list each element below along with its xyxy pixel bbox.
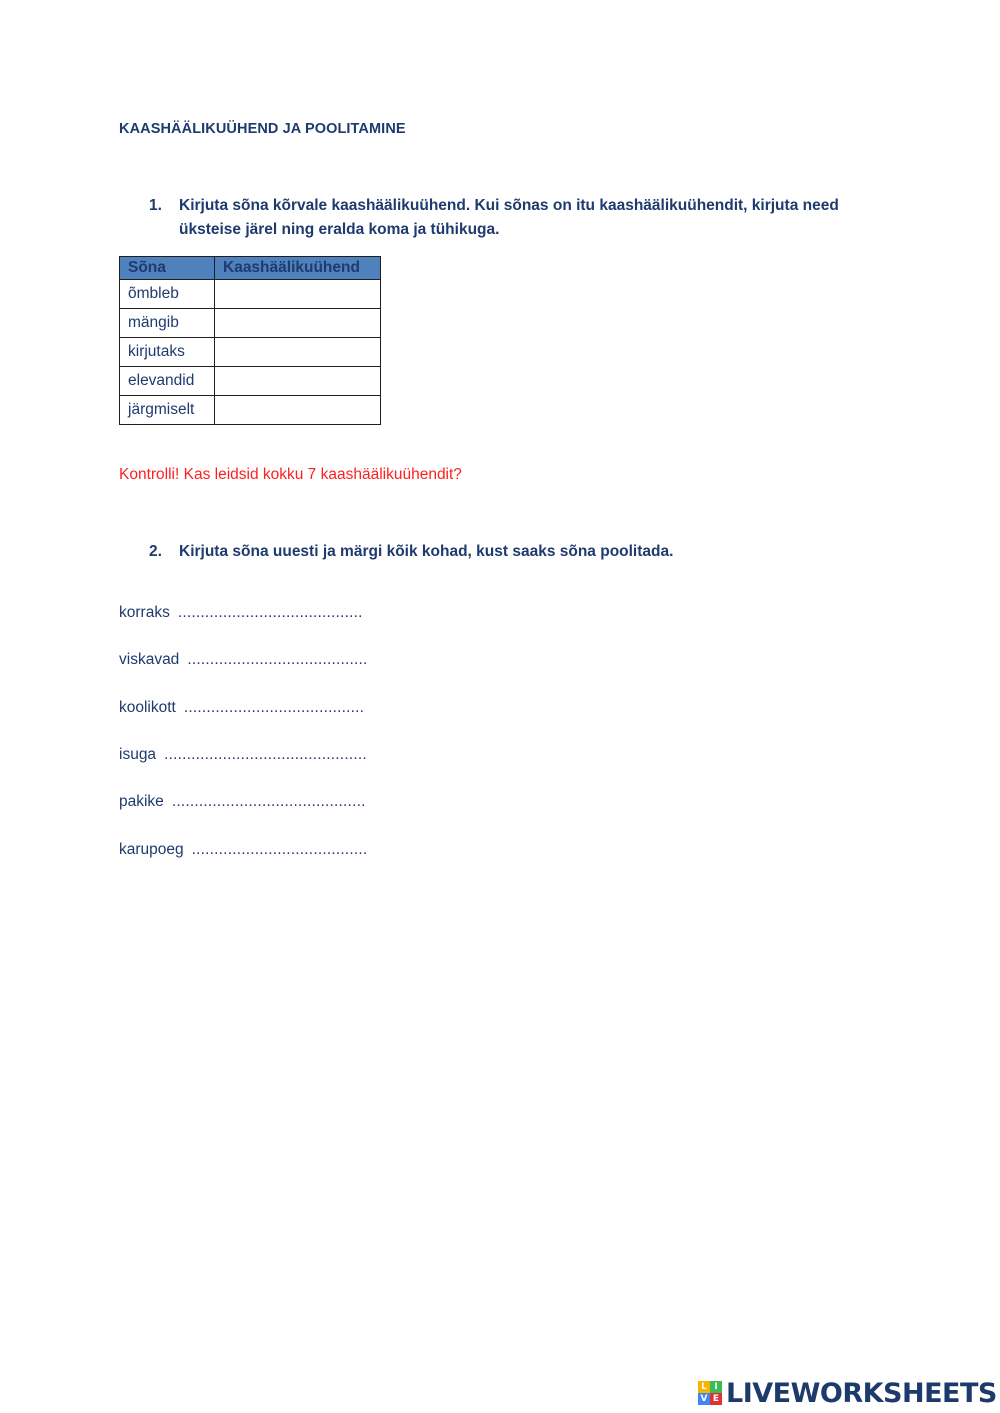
answer-line[interactable]: ........................................	[187, 651, 368, 668]
liveworksheets-brand	[698, 1376, 997, 1410]
table-row	[120, 338, 381, 367]
hyphenation-word: pakike	[119, 793, 164, 810]
table-row	[120, 396, 381, 425]
hyphenation-word: koolikott	[119, 699, 176, 716]
answer-cell[interactable]	[215, 396, 381, 425]
word-cell: elevandid	[120, 367, 215, 396]
task-1-number: 1.	[149, 197, 162, 214]
task-2-instruction: Kirjuta sõna uuesti ja märgi kõik kohad, kust saaks sõna poolitada.	[179, 543, 674, 560]
hyphenation-word: isuga	[119, 746, 157, 763]
word-cell: mängib	[120, 309, 215, 338]
column-header-word: Sõna	[120, 257, 215, 280]
answer-cell[interactable]	[215, 367, 381, 396]
table-row	[120, 280, 381, 309]
liveworksheets-logo-icon	[698, 1381, 722, 1405]
hyphenation-item	[119, 651, 368, 669]
answer-line[interactable]: ...........................................	[171, 793, 366, 810]
answer-line[interactable]: ........................................	[183, 699, 365, 716]
answer-line[interactable]: .......................................	[191, 841, 368, 858]
task-1-instruction: Kirjuta sõna kõrvale kaashäälikuühend. Kui sõnas on itu kaashäälikuühendit, kirjuta need üksteise järel ning eralda koma ja tühikuga.	[179, 197, 839, 238]
check-note: Kontrolli! Kas leidsid kokku 7 kaashäälikuühendit?	[119, 466, 462, 483]
logo-letter: V	[698, 1393, 710, 1405]
hyphenation-word: korraks	[119, 604, 170, 621]
hyphenation-word: viskavad	[119, 651, 180, 668]
answer-line[interactable]: .........................................	[177, 604, 363, 621]
hyphenation-item	[119, 604, 363, 622]
table-row	[120, 367, 381, 396]
task-2-number: 2.	[149, 543, 162, 560]
hyphenation-word: karupoeg	[119, 841, 184, 858]
hyphenation-item	[119, 841, 367, 859]
hyphenation-item	[119, 699, 364, 717]
answer-cell[interactable]	[215, 309, 381, 338]
answer-cell[interactable]	[215, 338, 381, 367]
logo-letter: I	[710, 1381, 722, 1393]
table-header-row	[120, 257, 381, 280]
word-cell: õmbleb	[120, 280, 215, 309]
table-row	[120, 309, 381, 338]
logo-letter: L	[698, 1381, 710, 1393]
hyphenation-item	[119, 793, 366, 811]
consonant-cluster-table	[119, 256, 381, 425]
logo-letter: E	[710, 1393, 722, 1405]
answer-line[interactable]: .............................................	[164, 746, 367, 763]
column-header-cluster: Kaashäälikuühend	[215, 257, 381, 280]
answer-cell[interactable]	[215, 280, 381, 309]
page-title: KAASHÄÄLIKUÜHEND JA POOLITAMINE	[119, 121, 406, 137]
word-cell: järgmiselt	[120, 396, 215, 425]
hyphenation-item	[119, 746, 367, 764]
word-cell: kirjutaks	[120, 338, 215, 367]
brand-name: LIVEWORKSHEETS	[726, 1377, 997, 1409]
